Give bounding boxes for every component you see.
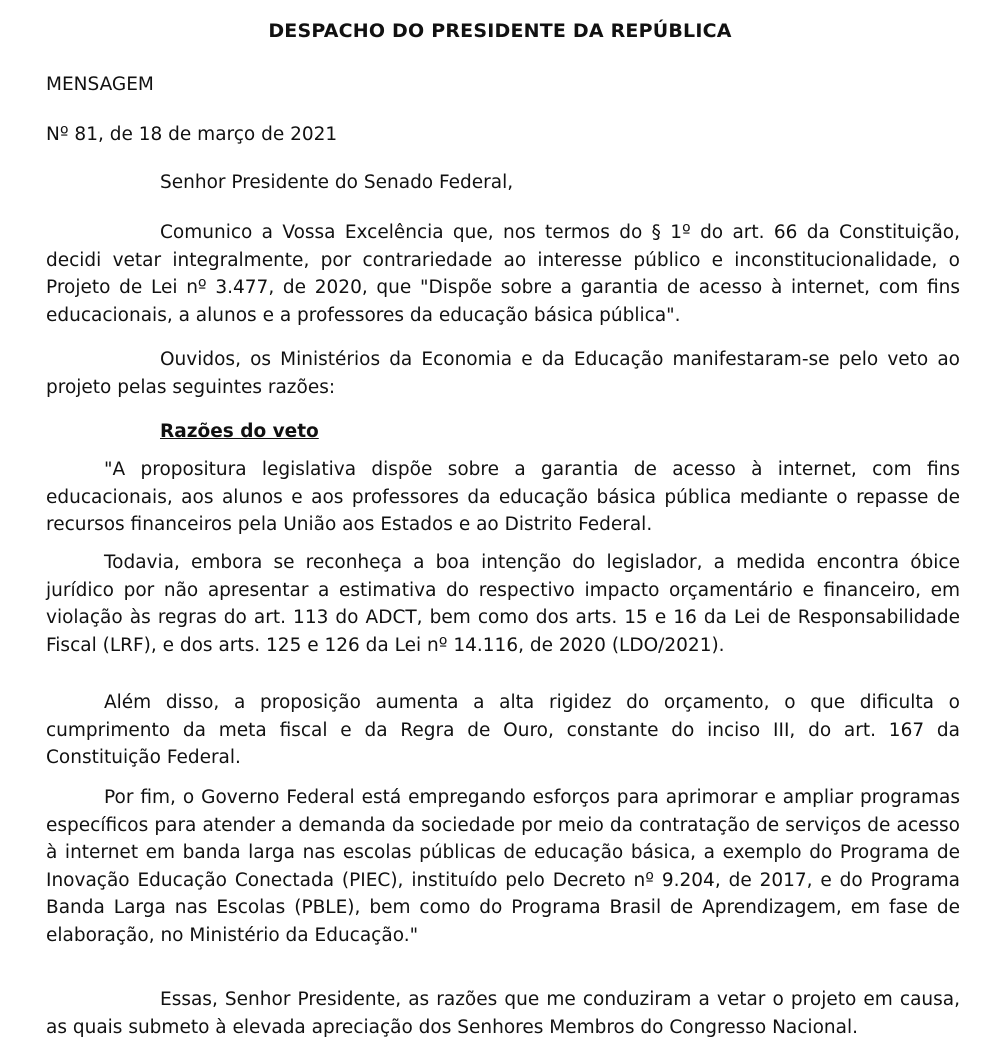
salutation: Senhor Presidente do Senado Federal, xyxy=(160,172,514,193)
document-title: DESPACHO DO PRESIDENTE DA REPÚBLICA xyxy=(268,20,732,42)
reason-paragraph-1: "A propositura legislativa dispõe sobre a garantia de acesso à internet, com fins educacionais, aos alunos e aos professores da educação básica pública mediante o repasse de recursos financeiros pela União aos Estados e ao Distrito Federal. xyxy=(46,459,960,535)
message-label: MENSAGEM xyxy=(46,74,154,95)
message-number-date: Nº 81, de 18 de março de 2021 xyxy=(46,124,338,145)
paragraph-ministries: Ouvidos, os Ministérios da Economia e da Educação manifestaram-se pelo veto ao projeto pelas seguintes razões: xyxy=(46,349,960,398)
paragraph-communication: Comunico a Vossa Excelência que, nos termos do § 1º do art. 66 da Constituição, decidi vetar integralmente, por contrariedade ao interesse público e inconstitucionalidade, o Projeto de Lei nº 3.477, de 2020, que "Dispõe sobre a garantia de acesso à internet, com fins educacionais, a alunos e a professores da educação básica pública". xyxy=(46,222,960,326)
closing-paragraph: Essas, Senhor Presidente, as razões que me conduziram a vetar o projeto em causa, as quais submeto à elevada apreciação dos Senhores Membros do Congresso Nacional. xyxy=(46,989,960,1038)
reason-paragraph-2: Todavia, embora se reconheça a boa intenção do legislador, a medida encontra óbice jurídico por não apresentar a estimativa do respectivo impacto orçamentário e financeiro, em violação às regras do art. 113 do ADCT, bem como dos arts. 15 e 16 da Lei de Responsabilidade Fiscal (LRF), e dos arts. 125 e 126 da Lei nº 14.116, de 2020 (LDO/2021). xyxy=(46,552,960,656)
reason-paragraph-3: Além disso, a proposição aumenta a alta rigidez do orçamento, o que dificulta o cumprimento da meta fiscal e da Regra de Ouro, constante do inciso III, do art. 167 da Constituição Federal. xyxy=(46,692,960,768)
reason-paragraph-4: Por fim, o Governo Federal está empregando esforços para aprimorar e ampliar programas específicos para atender a demanda da sociedade por meio da contratação de serviços de acesso à internet em banda larga nas escolas públicas de educação básica, a exemplo do Programa de Inovação Educação Conectada (PIEC), instituído pelo Decreto nº 9.204, de 2017, e do Programa Banda Larga nas Escolas (PBLE), bem como do Programa Brasil de Aprendizagem, em fase de elaboração, no Ministério da Educação." xyxy=(46,787,960,946)
reasons-heading: Razões do veto xyxy=(160,421,319,442)
